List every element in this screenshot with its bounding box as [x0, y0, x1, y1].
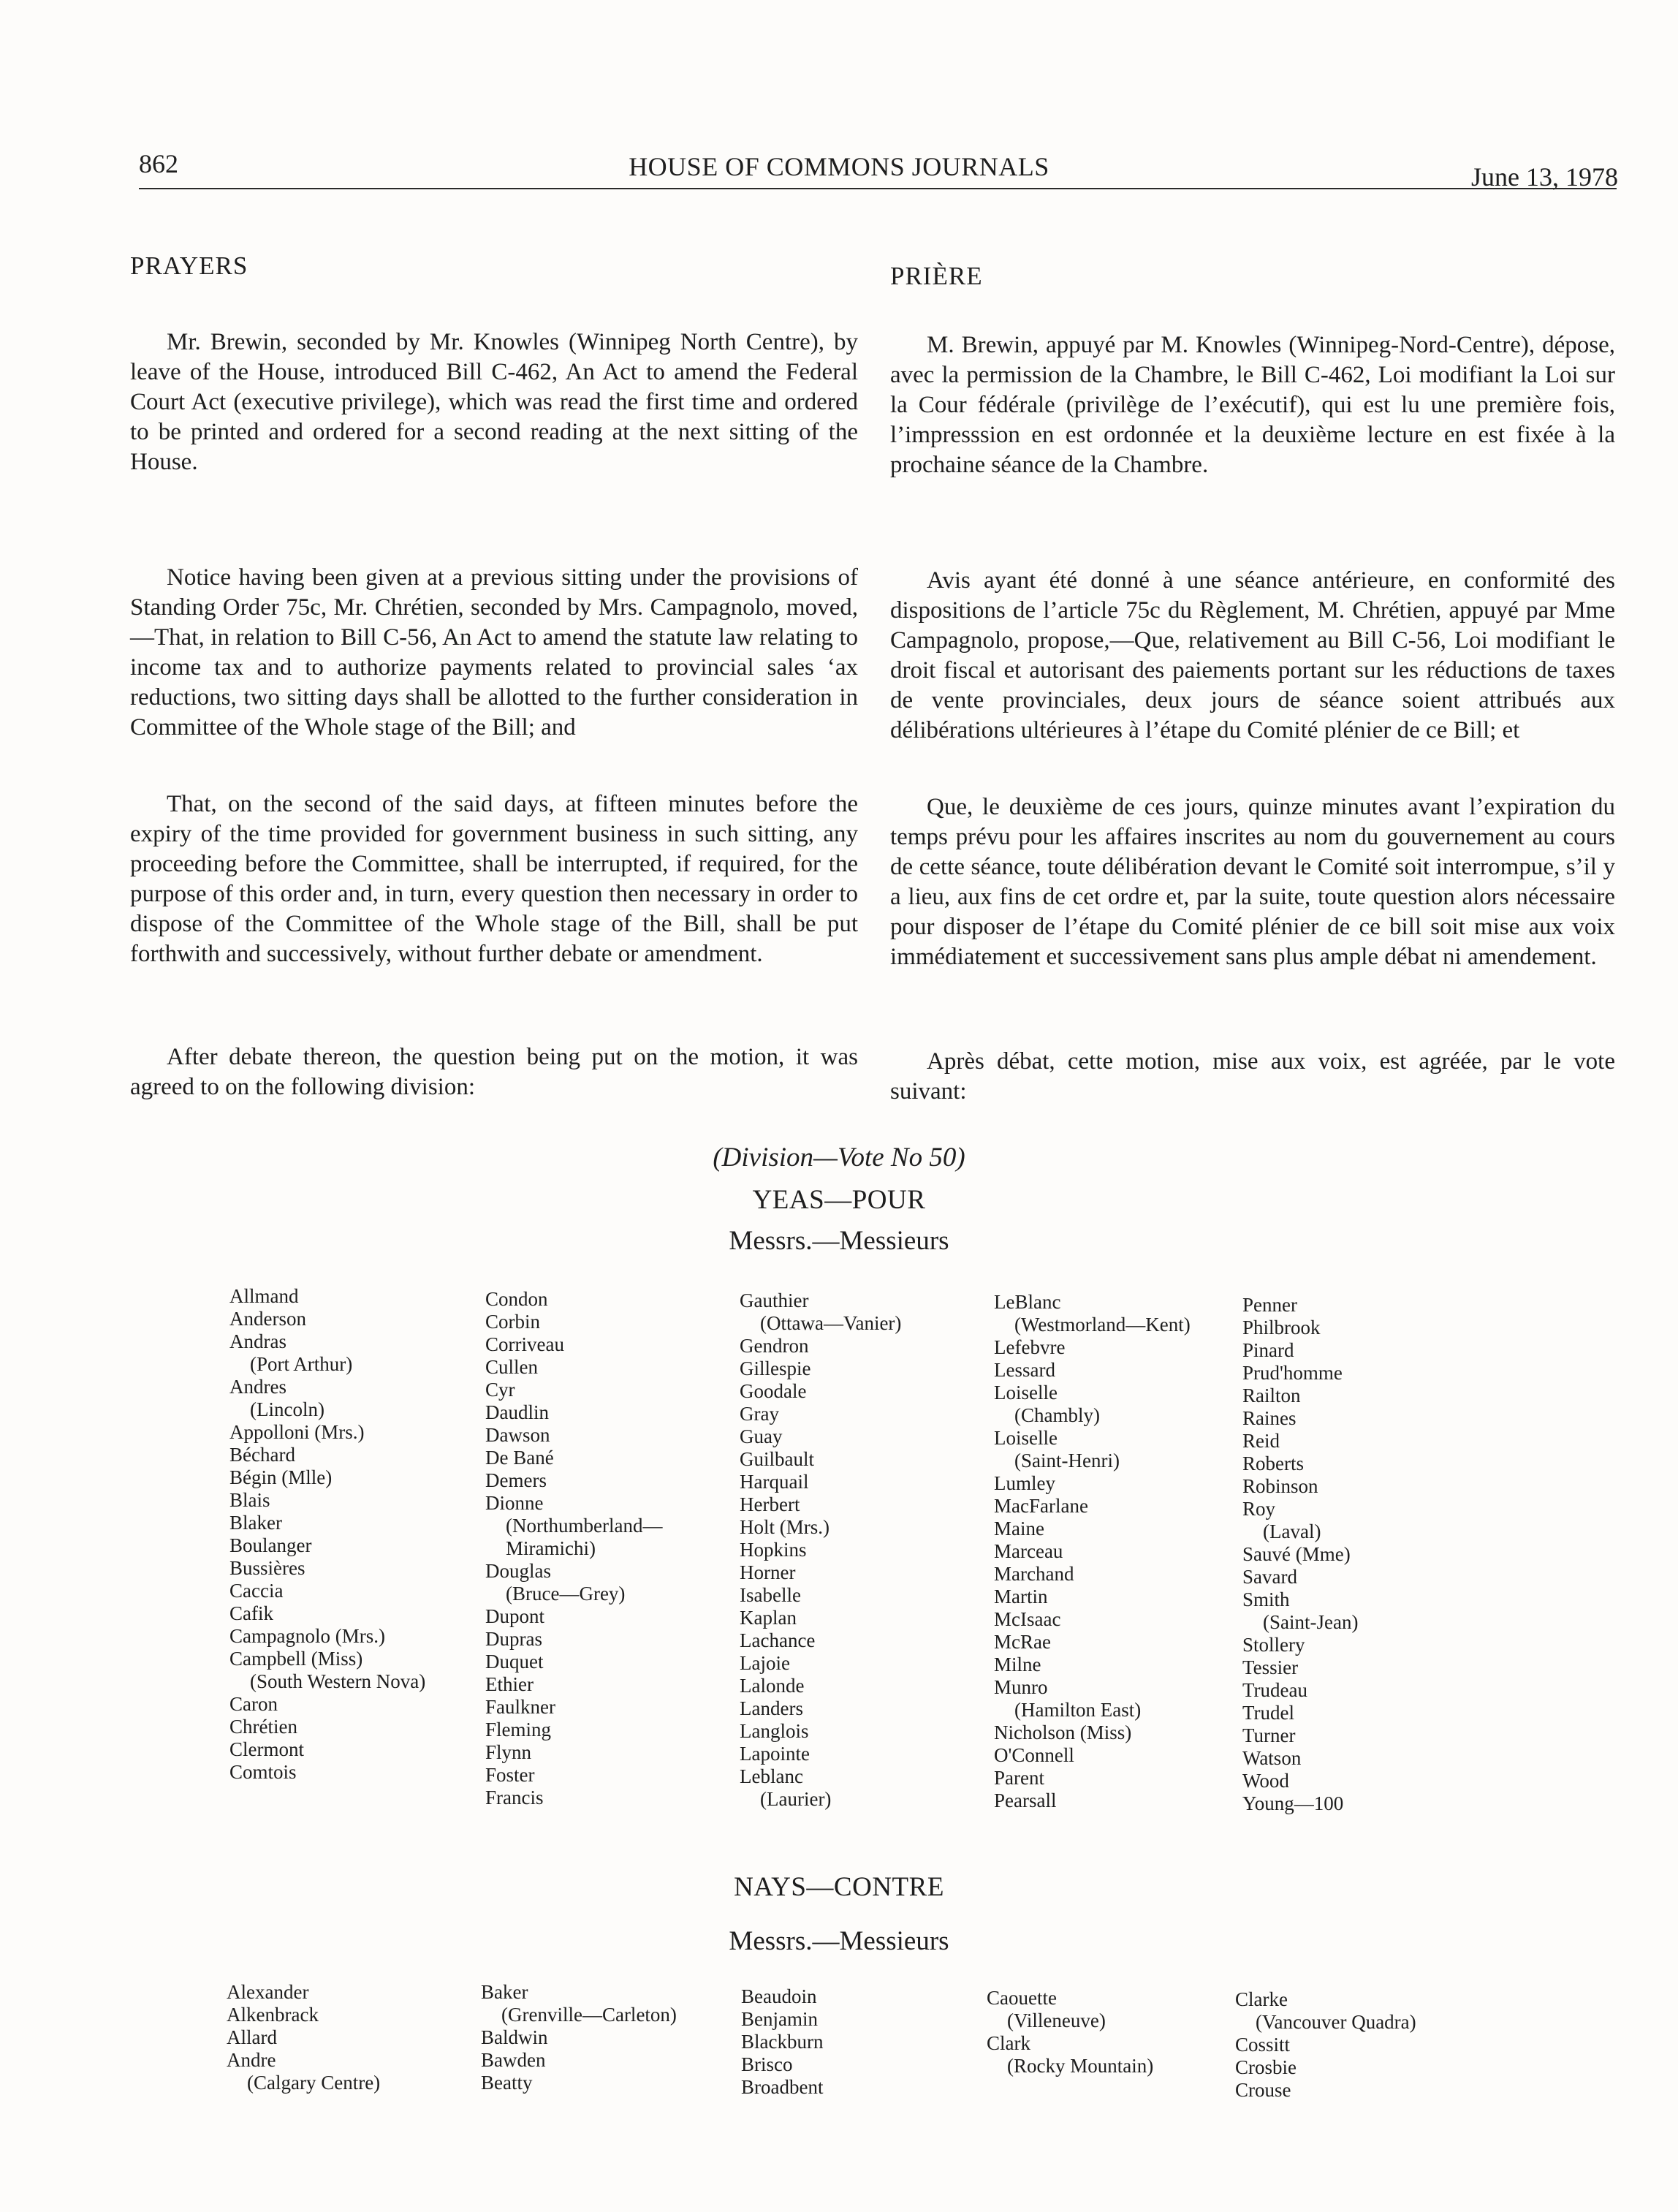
member-name: Prud'homme	[1242, 1362, 1343, 1384]
member-name: Corriveau	[485, 1333, 564, 1355]
member-name: Herbert	[740, 1493, 800, 1515]
member-name: Francis	[485, 1787, 544, 1808]
member-name: Gauthier	[740, 1289, 809, 1311]
member-name: Guilbault	[740, 1448, 814, 1470]
member-name: Gendron	[740, 1335, 809, 1357]
member-name: (Port Arthur)	[250, 1353, 353, 1375]
page-number: 862	[139, 149, 178, 178]
member-name: Martin	[994, 1586, 1048, 1607]
member-name: Flynn	[485, 1741, 532, 1763]
member-name: Reid	[1242, 1430, 1280, 1452]
member-name: Langlois	[740, 1720, 809, 1742]
member-name: Dupont	[485, 1605, 544, 1627]
member-name: Lessard	[994, 1359, 1055, 1381]
nays-column-5	[1235, 1988, 1416, 2102]
yeas-heading: YEAS—POUR	[752, 1185, 926, 1215]
member-name: Beaudoin	[741, 1985, 817, 2007]
member-name: Tessier	[1242, 1656, 1299, 1678]
member-name: Pearsall	[994, 1789, 1057, 1811]
member-name: Clarke	[1235, 1988, 1288, 2010]
member-name: Chrétien	[229, 1716, 297, 1738]
division-title: (Division—Vote No 50)	[713, 1143, 965, 1173]
header-rule	[139, 188, 1617, 189]
member-name: Loiselle	[994, 1427, 1058, 1449]
member-name: Baker	[481, 1981, 528, 2003]
member-name: Bussières	[229, 1557, 305, 1579]
member-name: Holt (Mrs.)	[740, 1516, 829, 1538]
member-name: (Calgary Centre)	[247, 2072, 381, 2094]
member-name: De Bané	[485, 1447, 554, 1469]
member-name: Leblanc	[740, 1765, 803, 1787]
member-name: Gray	[740, 1403, 779, 1425]
member-name: Watson	[1242, 1747, 1302, 1769]
french-para-debat: Après débat, cette motion, mise aux voix, est agréée, par le vote suivant:	[890, 1048, 1615, 1105]
member-name: Appolloni (Mrs.)	[229, 1421, 365, 1443]
member-name: Lumley	[994, 1472, 1055, 1494]
member-name: Munro	[994, 1676, 1048, 1698]
member-name: Stollery	[1242, 1634, 1305, 1656]
member-name: (Bruce—Grey)	[506, 1583, 626, 1605]
member-name: Ethier	[485, 1673, 534, 1695]
member-name: Raines	[1242, 1407, 1297, 1429]
journal-date: June 13, 1978	[1471, 162, 1618, 192]
member-name: MacFarlane	[994, 1495, 1088, 1517]
english-heading: PRAYERS	[130, 251, 248, 280]
member-name: (Westmorland—Kent)	[1014, 1314, 1191, 1336]
nays-column-3	[741, 1985, 823, 2099]
member-name: Clermont	[229, 1738, 304, 1760]
member-name: Caouette	[987, 1987, 1057, 2009]
member-name: Cafik	[229, 1602, 273, 1624]
member-name: Douglas	[485, 1560, 551, 1582]
member-name: Corbin	[485, 1311, 541, 1333]
yeas-column-2	[485, 1288, 662, 1809]
member-name: (South Western Nova)	[250, 1670, 426, 1692]
member-name: Wood	[1242, 1770, 1289, 1792]
member-name: (Grenville—Carleton)	[501, 2004, 677, 2026]
member-name: Allard	[227, 2026, 277, 2048]
member-name: Alexander	[227, 1981, 309, 2003]
member-name: Penner	[1242, 1294, 1297, 1316]
yeas-column-1	[229, 1285, 425, 1784]
nays-subheading: Messrs.—Messieurs	[729, 1926, 949, 1956]
member-name: LeBlanc	[994, 1291, 1061, 1313]
member-name: Crouse	[1235, 2079, 1291, 2101]
member-name: Lajoie	[740, 1652, 790, 1674]
member-name: Campagnolo (Mrs.)	[229, 1625, 385, 1647]
member-name: Dawson	[485, 1424, 550, 1446]
member-name: O'Connell	[994, 1744, 1074, 1766]
member-name: Blackburn	[741, 2031, 824, 2053]
member-name: McIsaac	[994, 1608, 1061, 1630]
member-name: (Hamilton East)	[1014, 1699, 1142, 1721]
member-name: Alkenbrack	[227, 2004, 319, 2026]
member-name: Blais	[229, 1489, 270, 1511]
member-name: Daudlin	[485, 1401, 549, 1423]
english-para-bill-c462: Mr. Brewin, seconded by Mr. Knowles (Winnipeg North Centre), by leave of the House, introduced Bill C-462, An Act to amend the Federal Court Act (executive privilege), which was read the first time and ordered to be printed and ordered for a second reading at the next sitting of the House.	[130, 329, 858, 475]
member-name: Caccia	[229, 1580, 284, 1602]
member-name: Goodale	[740, 1380, 807, 1402]
yeas-column-4	[994, 1291, 1191, 1812]
member-name: Cossitt	[1235, 2034, 1291, 2056]
yeas-subheading: Messrs.—Messieurs	[729, 1226, 949, 1256]
member-name: Benjamin	[741, 2008, 818, 2030]
member-name: Lapointe	[740, 1743, 810, 1765]
member-name: Lefebvre	[994, 1336, 1066, 1358]
member-name: Campbell (Miss)	[229, 1648, 363, 1670]
member-name: Gillespie	[740, 1357, 811, 1379]
member-name: (Laurier)	[760, 1788, 832, 1810]
member-name: Maine	[994, 1518, 1044, 1539]
member-name: (Vancouver Quadra)	[1256, 2011, 1416, 2033]
nays-column-1	[227, 1981, 380, 2094]
member-name: Savard	[1242, 1566, 1297, 1588]
member-name: Baldwin	[481, 2026, 548, 2048]
member-name: Demers	[485, 1469, 547, 1491]
english-para-second-day: That, on the second of the said days, at fifteen minutes before the expiry of the time provided for government business in such sitting, any proceeding before the Committee, shall be interrupted, if required, for the purpose of this order and, in turn, every question then necessary in order to dispose of the Committee of the Whole stage of the Bill, shall be put forthwith and successively, without further debate or amendment.	[130, 791, 858, 967]
member-name: Bawden	[481, 2049, 546, 2071]
member-name: Guay	[740, 1425, 783, 1447]
member-name: Clark	[987, 2032, 1030, 2054]
member-name: Smith	[1242, 1588, 1290, 1610]
english-para-debate: After debate thereon, the question being put on the motion, it was agreed to on the following division:	[130, 1044, 858, 1100]
member-name: Béchard	[229, 1444, 295, 1466]
member-name: Railton	[1242, 1385, 1301, 1406]
member-name: Hopkins	[740, 1539, 807, 1561]
english-para-notice: Notice having been given at a previous sitting under the provisions of Standing Order 75c, Mr. Chrétien, seconded by Mrs. Campagnolo, moved,—That, in relation to Bill C-56, An Act to amend the statute law relating to income tax and to authorize payments related to provincial sales ‘ax reductions, two sitting days shall be allotted to the further consideration in Committee of the Whole stage of the Bill; and	[130, 564, 858, 741]
member-name: Caron	[229, 1693, 278, 1715]
member-name: Andras	[229, 1330, 286, 1352]
member-name: Andres	[229, 1376, 286, 1398]
member-name: Trudel	[1242, 1702, 1295, 1724]
member-name: Landers	[740, 1697, 803, 1719]
member-name: Cullen	[485, 1356, 538, 1378]
member-name: Anderson	[229, 1308, 306, 1330]
member-name: Marchand	[994, 1563, 1074, 1585]
member-name: Robinson	[1242, 1475, 1318, 1497]
member-name: Trudeau	[1242, 1679, 1308, 1701]
member-name: Andre	[227, 2049, 276, 2071]
member-name: McRae	[994, 1631, 1051, 1653]
french-para-deuxieme-jour: Que, le deuxième de ces jours, quinze minutes avant l’expiration du temps prévu pour les affaires inscrites au nom du gouvernement au cours de cette séance, toute délibération devant le Comité soit interrompue, s’il y a lieu, aux fins de cet ordre et, par la suite, toute question alors nécessaire pour disposer de l’étape du Comité plénier de ce bill soit mise aux voix immédiatement et successivement sans plus ample débat ni amendement.	[890, 794, 1615, 970]
nays-heading: NAYS—CONTRE	[734, 1872, 944, 1902]
member-name: Miramichi)	[506, 1537, 596, 1559]
member-name: Roberts	[1242, 1452, 1304, 1474]
member-name: Roy	[1242, 1498, 1276, 1520]
member-name: Harquail	[740, 1471, 809, 1493]
member-name: Milne	[994, 1654, 1041, 1675]
member-name: (Chambly)	[1014, 1404, 1100, 1426]
member-name: (Saint-Jean)	[1263, 1611, 1359, 1633]
member-name: Marceau	[994, 1540, 1063, 1562]
nays-column-2	[481, 1981, 677, 2094]
member-name: (Rocky Mountain)	[1007, 2055, 1154, 2077]
member-name: Allmand	[229, 1285, 299, 1307]
member-name: Isabelle	[740, 1584, 801, 1606]
member-name: Brisco	[741, 2053, 793, 2075]
yeas-column-3	[740, 1289, 901, 1811]
french-para-avis: Avis ayant été donné à une séance antérieure, en conformité des dispositions de l’article 75c du Règlement, M. Chrétien, appuyé par Mme Campagnolo, propose,—Que, relativement au Bill C-56, Loi modifiant le droit fiscal et autorisant des paiements portant sur les réductions de taxes de vente provinciales, deux jours de séance soient attribués aux délibérations ultérieures à l’étape du Comité plénier de ce Bill; et	[890, 567, 1615, 743]
member-name: (Ottawa—Vanier)	[760, 1312, 902, 1334]
member-name: Lalonde	[740, 1675, 805, 1697]
member-name: Dionne	[485, 1492, 544, 1514]
yeas-column-5	[1242, 1294, 1358, 1815]
member-name: Bégin (Mlle)	[229, 1466, 333, 1488]
member-name: Parent	[994, 1767, 1044, 1789]
french-heading: PRIÈRE	[890, 262, 983, 290]
member-name: (Lincoln)	[250, 1398, 324, 1420]
member-name: Pinard	[1242, 1339, 1294, 1361]
member-name: Crosbie	[1235, 2056, 1297, 2078]
member-name: Beatty	[481, 2072, 533, 2094]
member-name: Lachance	[740, 1629, 816, 1651]
member-name: Duquet	[485, 1651, 544, 1673]
member-name: Comtois	[229, 1761, 297, 1783]
member-name: Loiselle	[994, 1382, 1058, 1404]
member-name: (Saint-Henri)	[1014, 1450, 1120, 1471]
member-name: Horner	[740, 1561, 796, 1583]
member-name: Blaker	[229, 1512, 282, 1534]
member-name: Sauvé (Mme)	[1242, 1543, 1351, 1565]
member-name: Faulkner	[485, 1696, 555, 1718]
member-name: Kaplan	[740, 1607, 797, 1629]
member-name: Nicholson (Miss)	[994, 1722, 1132, 1743]
member-name: (Villeneuve)	[1007, 2010, 1106, 2031]
journal-title: HOUSE OF COMMONS JOURNALS	[629, 152, 1049, 181]
member-name: Young—100	[1242, 1792, 1344, 1814]
member-name: Condon	[485, 1288, 548, 1310]
member-name: (Laval)	[1263, 1520, 1321, 1542]
french-para-bill-c462: M. Brewin, appuyé par M. Knowles (Winnipeg-Nord-Centre), dépose, avec la permission de la Chambre, le Bill C-462, Loi modifiant la Loi sur la Cour fédérale (privilège de l’exécutif), qui est lu une première fois, l’impresssion en est ordonnée et la deuxième lecture en est fixée à la prochaine séance de la Chambre.	[890, 332, 1615, 478]
nays-column-4	[987, 1987, 1153, 2077]
member-name: Philbrook	[1242, 1317, 1321, 1338]
member-name: Fleming	[485, 1719, 552, 1741]
member-name: Dupras	[485, 1628, 542, 1650]
member-name: Broadbent	[741, 2076, 824, 2098]
member-name: Foster	[485, 1764, 535, 1786]
member-name: (Northumberland—	[506, 1515, 663, 1537]
member-name: Cyr	[485, 1379, 515, 1401]
member-name: Boulanger	[229, 1534, 312, 1556]
member-name: Turner	[1242, 1724, 1296, 1746]
